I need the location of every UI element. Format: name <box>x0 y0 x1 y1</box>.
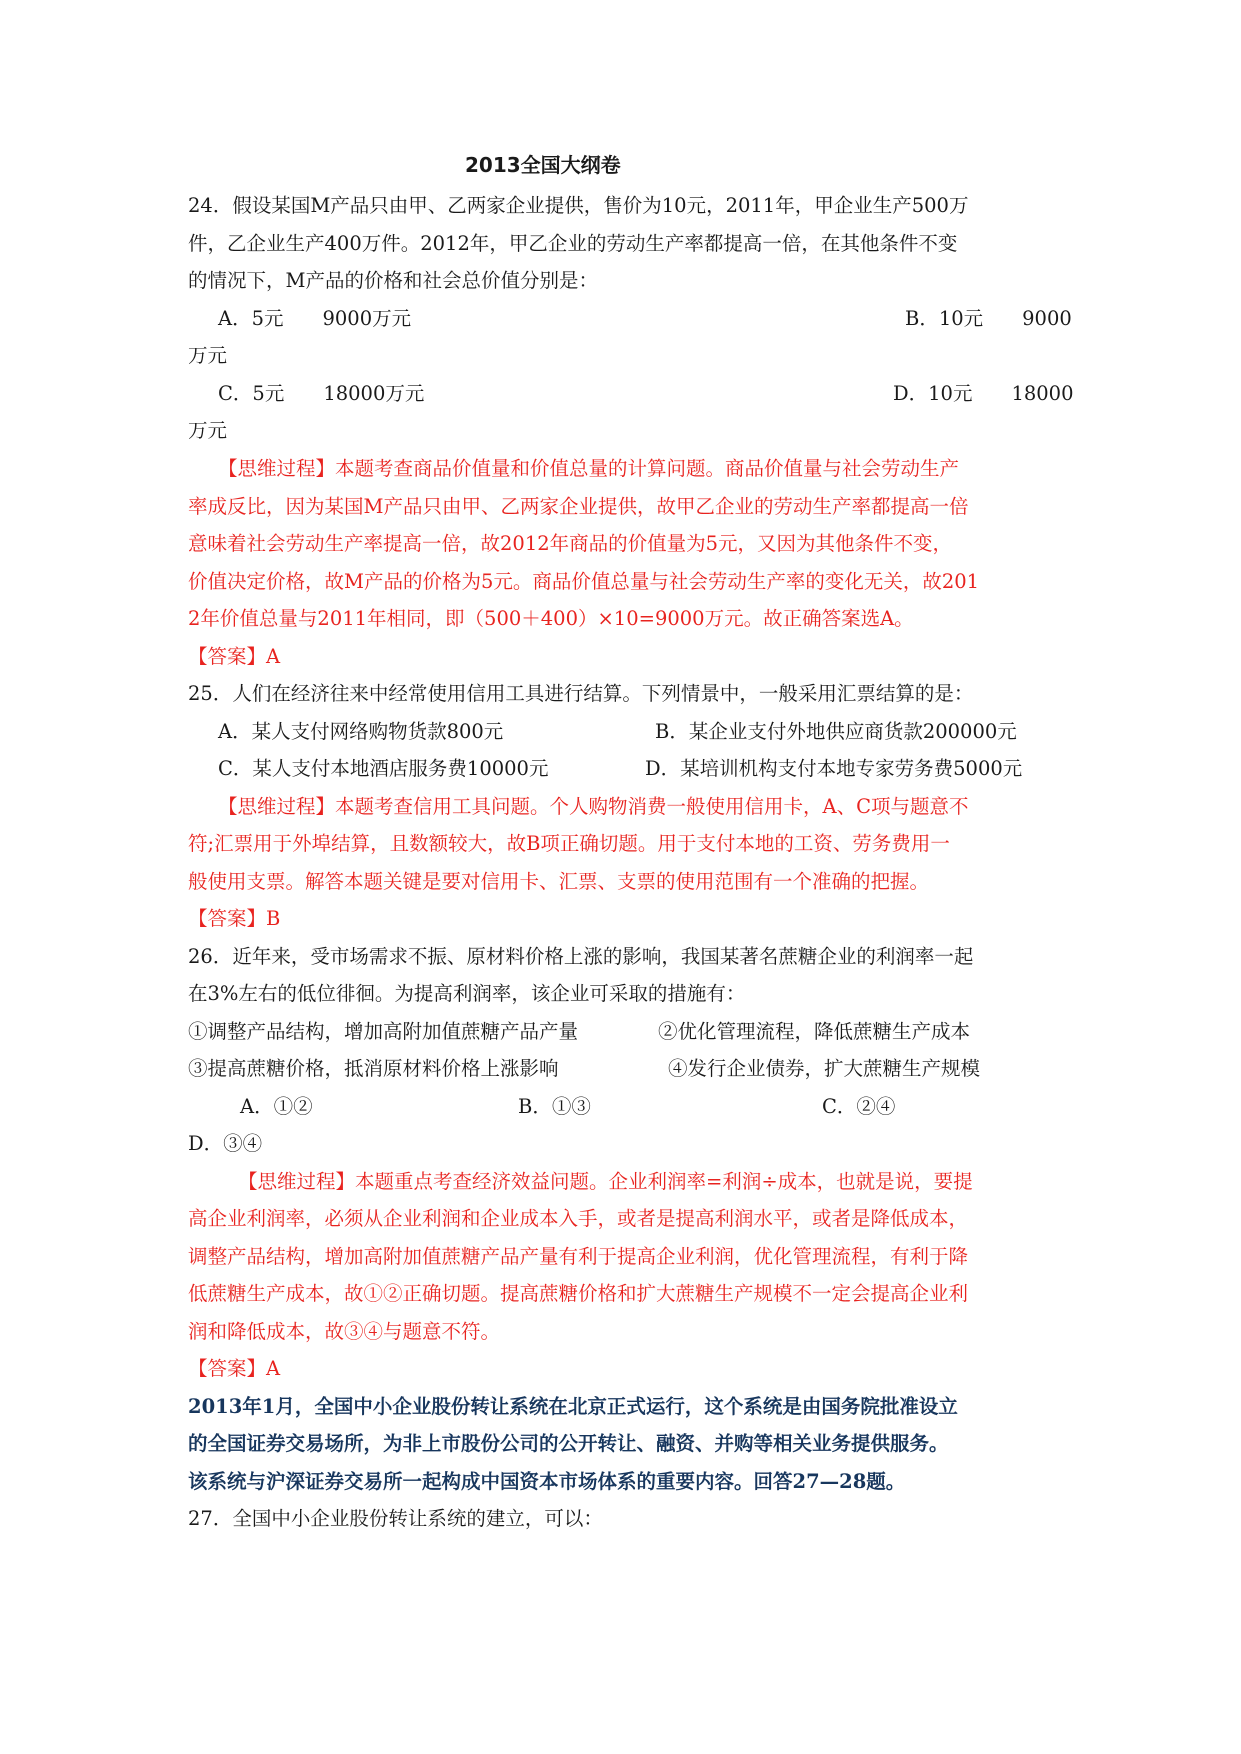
q24-analysis-line: 【思维过程】本题考查商品价值量和价值总量的计算问题。商品价值量与社会劳动生产 <box>218 457 960 480</box>
material-line: 该系统与沪深证券交易所一起构成中国资本市场体系的重要内容。回答27—28题。 <box>188 1470 906 1493</box>
q26-item-3: ③提高蔗糖价格，抵消原材料价格上涨影响 <box>188 1057 559 1080</box>
q24-option-a: A．5元 9000万元 <box>218 307 412 330</box>
q26-item-4: ④发行企业债券，扩大蔗糖生产规模 <box>668 1057 981 1080</box>
q26-analysis-line: 低蔗糖生产成本，故①②正确切题。提高蔗糖价格和扩大蔗糖生产规模不一定会提高企业利 <box>188 1282 969 1305</box>
q24-option-d: D．10元 18000 <box>893 382 1074 405</box>
q24-option-b-wrap: 万元 <box>188 344 228 367</box>
q24-answer: 【答案】A <box>188 645 281 668</box>
q26-analysis-line: 高企业利润率，必须从企业利润和企业成本入手，或者是提高利润水平，或者是降低成本， <box>188 1207 969 1230</box>
q24-analysis-line: 意味着社会劳动生产率提高一倍，故2012年商品的价值量为5元，又因为其他条件不变， <box>188 532 953 555</box>
q25-option-a: A．某人支付网络购物货款800元 <box>218 720 504 743</box>
q26-stem-line: 在3%左右的低位徘徊。为提高利润率，该企业可采取的措施有： <box>188 982 746 1005</box>
q25-answer: 【答案】B <box>188 907 281 930</box>
q27-stem: 27．全国中小企业股份转让系统的建立，可以： <box>188 1507 603 1530</box>
q25-option-b: B．某企业支付外地供应商货款200000元 <box>655 720 1017 743</box>
q24-analysis-line: 率成反比，因为某国M产品只由甲、乙两家企业提供，故甲乙企业的劳动生产率都提高一倍 <box>188 495 969 518</box>
q26-stem-line: 26．近年来，受市场需求不振、原材料价格上涨的影响，我国某著名蔗糖企业的利润率一起 <box>188 945 974 968</box>
q26-analysis-line: 调整产品结构，增加高附加值蔗糖产品产量有利于提高企业利润，优化管理流程，有利于降 <box>188 1245 969 1268</box>
q25-option-d: D．某培训机构支付本地专家劳务费5000元 <box>645 757 1023 780</box>
document-title: 2013全国大纲卷 <box>465 153 621 177</box>
q24-option-c: C．5元 18000万元 <box>218 382 425 405</box>
q26-item-2: ②优化管理流程，降低蔗糖生产成本 <box>658 1020 971 1043</box>
q26-option-a: A．①② <box>240 1095 313 1118</box>
material-line: 的全国证券交易场所，为非上市股份公司的公开转让、融资、并购等相关业务提供服务。 <box>188 1432 949 1455</box>
q25-analysis-line: 般使用支票。解答本题关键是要对信用卡、汇票、支票的使用范围有一个准确的把握。 <box>188 870 930 893</box>
q26-analysis-line: 【思维过程】本题重点考查经济效益问题。企业利润率=利润÷成本，也就是说，要提 <box>238 1170 973 1193</box>
q26-option-d: D．③④ <box>188 1132 263 1155</box>
q26-analysis-line: 润和降低成本，故③④与题意不符。 <box>188 1320 501 1343</box>
q25-option-c: C．某人支付本地酒店服务费10000元 <box>218 757 549 780</box>
q24-stem-line: 件，乙企业生产400万件。2012年，甲乙企业的劳动生产率都提高一倍，在其他条件不变 <box>188 232 958 255</box>
q24-analysis-line: 价值决定价格，故M产品的价格为5元。商品价值总量与社会劳动生产率的变化无关，故201 <box>188 570 980 593</box>
q25-analysis-line: 【思维过程】本题考查信用工具问题。个人购物消费一般使用信用卡，A、C项与题意不 <box>218 795 969 818</box>
q26-answer: 【答案】A <box>188 1357 281 1380</box>
material-line: 2013年1月，全国中小企业股份转让系统在北京正式运行，这个系统是由国务院批准设立 <box>188 1395 958 1418</box>
q25-stem: 25．人们在经济往来中经常使用信用工具进行结算。下列情景中，一般采用汇票结算的是： <box>188 682 974 705</box>
q24-stem-line: 的情况下，M产品的价格和社会总价值分别是： <box>188 269 598 292</box>
q24-option-b: B．10元 9000 <box>905 307 1072 330</box>
q26-option-c: C．②④ <box>822 1095 896 1118</box>
q24-analysis-line: 2年价值总量与2011年相同，即（500＋400）×10=9000万元。故正确答案选A。 <box>188 607 914 630</box>
q26-item-1: ①调整产品结构，增加高附加值蔗糖产品产量 <box>188 1020 579 1043</box>
q24-option-d-wrap: 万元 <box>188 419 228 442</box>
q25-analysis-line: 符;汇票用于外埠结算，且数额较大，故B项正确切题。用于支付本地的工资、劳务费用一 <box>188 832 950 855</box>
q26-option-b: B．①③ <box>518 1095 591 1118</box>
q24-stem-line: 24．假设某国M产品只由甲、乙两家企业提供，售价为10元，2011年，甲企业生产500万 <box>188 194 969 217</box>
